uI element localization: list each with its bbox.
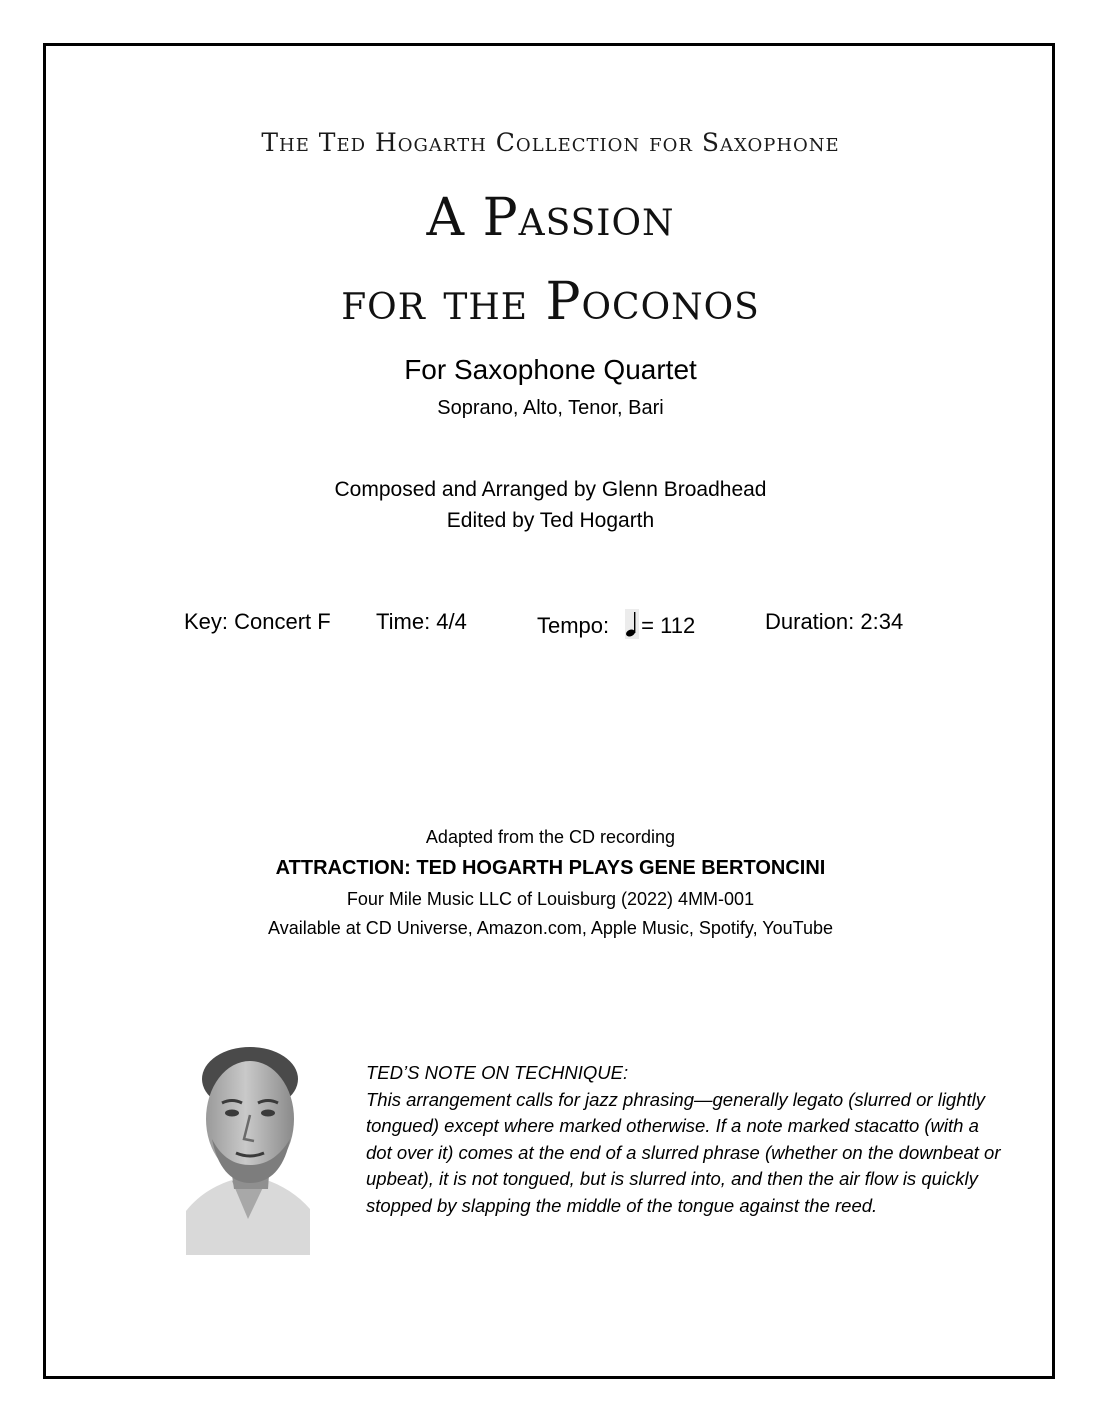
editor-credit: Edited by Ted Hogarth: [446, 509, 655, 532]
adapted-note: Adapted from the CD recording: [425, 827, 676, 847]
technique-heading: TED’S NOTE ON TECHNIQUE:: [366, 1062, 629, 1083]
subtitle: For Saxophone Quartet: [404, 354, 697, 385]
key-info: Key: Concert F: [184, 609, 331, 634]
availability-note: Available at CD Universe, Amazon.com, Apple Music, Spotify, YouTube: [268, 918, 833, 938]
piece-info-row: [0, 609, 1101, 641]
album-title: ATTRACTION: TED HOGARTH PLAYS GENE BERTONCINI: [275, 857, 826, 879]
tempo-label: Tempo:: [537, 613, 610, 638]
time-signature-info: Time: 4/4: [376, 609, 467, 634]
quarter-note-icon: [625, 609, 639, 639]
title-line-1: A Passion: [426, 188, 675, 248]
series-title: The Ted Hogarth Collection for Saxophone: [261, 128, 840, 157]
title-line-2: for the Poconos: [341, 272, 760, 332]
tempo-info: [537, 609, 695, 639]
portrait-photo: [186, 1043, 310, 1255]
duration-info: Duration: 2:34: [765, 609, 904, 634]
technique-body: This arrangement calls for jazz phrasing—generally legato (slurred or lightly tongued) except where marked otherwise. If a note marked stacatto (with a dot over it) comes at the end of a slurred phrase (whether on the downbeat or upbeat), it is not tongued, but is slurred into, and then the air flow is quickly stopped by slapping the middle of the tongue against the reed.: [366, 1088, 1001, 1216]
composer-credit: Composed and Arranged by Glenn Broadhead: [334, 478, 767, 501]
tempo-value: = 112: [641, 613, 696, 638]
technique-note: [366, 1060, 1006, 1219]
instrumentation: Soprano, Alto, Tenor, Bari: [437, 397, 664, 419]
record-label: Four Mile Music LLC of Louisburg (2022) 4MM-001: [346, 889, 755, 909]
